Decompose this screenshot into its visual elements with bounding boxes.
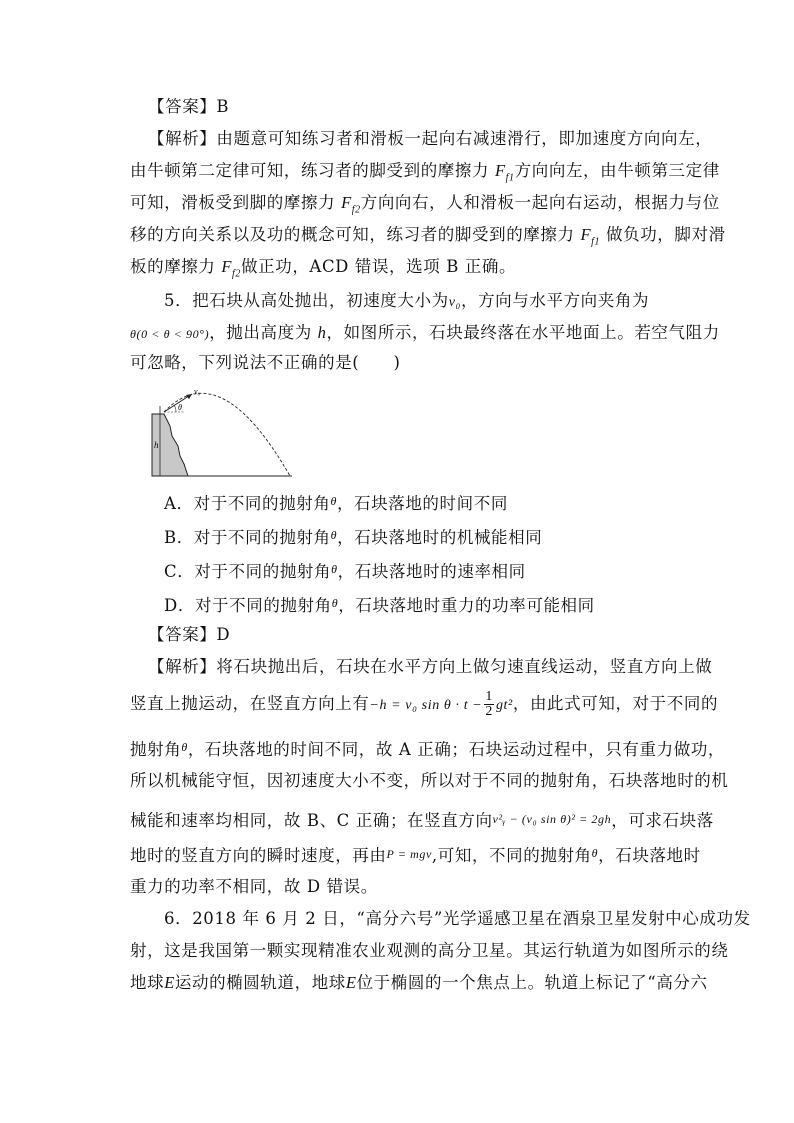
ff1-symbol: $F_{f1}$ — [580, 225, 601, 248]
answer-value: D — [216, 625, 231, 644]
q5-stem-line-2 — [130, 322, 720, 345]
q5-analysis-line-6: 地时的竖直方向的瞬时速度，再由P = mgv,可知，不同的抛射角$^\theta$，石块落地时 — [130, 846, 701, 865]
v0-label: v₀ — [194, 387, 201, 396]
q5-analysis-line-3: 抛射角$^\theta$，石块落地的时间不同，故 A 正确；石块运动过程中，只有重力做功， — [130, 740, 726, 759]
q5-analysis-line-2: 竖直上抛运动，在竖直方向上有−h = v₀ sin θ · t − $\frac{1}{2}$ gt²，由此式可知，对于不同的 — [130, 689, 719, 719]
q4-answer-line — [148, 96, 229, 118]
theta-symbol: θ — [591, 846, 599, 860]
q5-analysis-line-4: 所以机械能守恒，因初速度大小不变，所以对于不同的抛射角，石块落地时的机 — [130, 771, 729, 790]
question-number: 6． — [164, 909, 193, 928]
theta-symbol: θ — [331, 562, 338, 576]
answer-value: B — [216, 97, 230, 116]
q5-analysis-line-5: 械能和速率均相同，故 B、C 正确；在竖直方向v²ᵧ − (v₀ sin θ)² = 2gh，可求石块落 — [130, 811, 714, 830]
theta-range: θ(0 < θ < 90°) — [130, 327, 210, 341]
equation-2: v²ᵧ − (v₀ sin θ)² = 2gh — [492, 812, 612, 826]
analysis-tag: 【解析】 — [148, 129, 217, 148]
q5-stem-line-1 — [164, 290, 649, 314]
analysis-text: 方向向右，人和滑板一起向右运动，根据力与位 — [360, 193, 720, 212]
q6-line-3: 地球E运动的椭圆轨道，地球E位于椭圆的一个焦点上。轨道上标记了“高分六 — [130, 973, 708, 992]
equation-1: −h = v₀ sin θ · t − — [369, 698, 483, 713]
theta-symbol: θ — [330, 494, 337, 508]
angle-arc — [174, 405, 176, 412]
e-symbol: E — [345, 973, 357, 992]
half-fraction: $\frac{1}{2}$ — [485, 689, 493, 719]
analysis-text: 可知，滑板受到脚的摩擦力 — [130, 193, 336, 212]
q5-analysis-line-7: 重力的功率不相同，故 D 错误。 — [130, 877, 378, 896]
theta-symbol: θ — [331, 596, 339, 610]
option-a: A．对于不同的抛射角$^\theta$，石块落地的时间不同 — [164, 494, 508, 513]
stem-text: ，抛出 — [209, 323, 261, 342]
theta-label: θ — [178, 403, 182, 412]
stem-text: 可忽略，下列说法不正确的是( ) — [130, 353, 401, 372]
stem-text: 把石块从高处抛出，初速度大小为 — [192, 291, 449, 310]
analysis-text: 做负功，脚对滑 — [606, 225, 726, 244]
stem-text: ，如图所示，石块最终落在水平地面上。若空气阻力 — [326, 323, 720, 342]
theta-symbol: θ — [330, 528, 338, 542]
stem-text: ，方向与水平方向夹角为 — [460, 291, 650, 310]
analysis-text: 板的摩擦力 — [130, 257, 216, 276]
ff2-symbol: $F_{f2}$ — [341, 193, 361, 216]
analysis-text: 移的方向关系以及功的概念可知，练习者的脚受到的摩擦力 — [130, 225, 575, 244]
q5-stem-line-3 — [130, 352, 401, 374]
q4-analysis-line-5 — [130, 256, 516, 285]
q5-answer-line — [148, 624, 230, 646]
answer-tag: 【答案】 — [148, 97, 217, 116]
option-b: B．对于不同的抛射角$^\theta$，石块落地时的机械能相同 — [164, 528, 543, 547]
analysis-text: 由牛顿第二定律可知，练习者的脚受到的摩擦力 — [130, 161, 490, 180]
e-symbol: E — [164, 973, 175, 992]
analysis-text: 方向向左，由牛顿第三定律 — [514, 161, 720, 180]
q6-line-2: 射，这是我国第一颗实现精准农业观测的高分卫星。其运行轨道为如图所示的绕 — [130, 941, 729, 960]
option-c: C．对于不同的抛射角$^\theta$，石块落地时的速率相同 — [164, 562, 526, 581]
projectile-figure — [150, 384, 300, 480]
v0-symbol: v₀ — [448, 295, 461, 310]
h-label: h — [154, 440, 159, 450]
analysis-tag: 【解析】 — [148, 657, 217, 676]
ff1-symbol: $F_{f1}$ — [494, 161, 515, 184]
q4-analysis-line-1 — [148, 128, 712, 150]
q4-analysis-line-4 — [130, 224, 726, 253]
option-d: D．对于不同的抛射角$^\theta$，石块落地时重力的功率可能相同 — [164, 596, 595, 615]
theta-symbol: θ — [181, 740, 188, 754]
analysis-text: 由题意可知练习者和滑板一起向右减速滑行，即加速度方向向左， — [216, 129, 713, 148]
equation-3: P = mgv — [386, 847, 432, 861]
q5-analysis-line-1: 【解析】将石块抛出后，石块在水平方向上做匀速直线运动，竖直方向上做 — [148, 657, 713, 676]
ff2-symbol: $F_{f2}$ — [221, 257, 242, 280]
question-number: 5． — [164, 291, 193, 310]
h-symbol: h — [317, 323, 327, 342]
analysis-text: 做正功，ACD 错误，选项 B 正确。 — [241, 257, 517, 276]
answer-tag: 【答案】 — [148, 625, 217, 644]
stem-text: 高度为 — [260, 323, 312, 342]
q6-line-1: 6．2018 年 6 月 2 日，“高分六号”光学遥感卫星在酒泉卫星发射中心成功发 — [164, 909, 751, 928]
q4-analysis-line-2 — [130, 160, 720, 189]
q4-analysis-line-3 — [130, 192, 720, 221]
